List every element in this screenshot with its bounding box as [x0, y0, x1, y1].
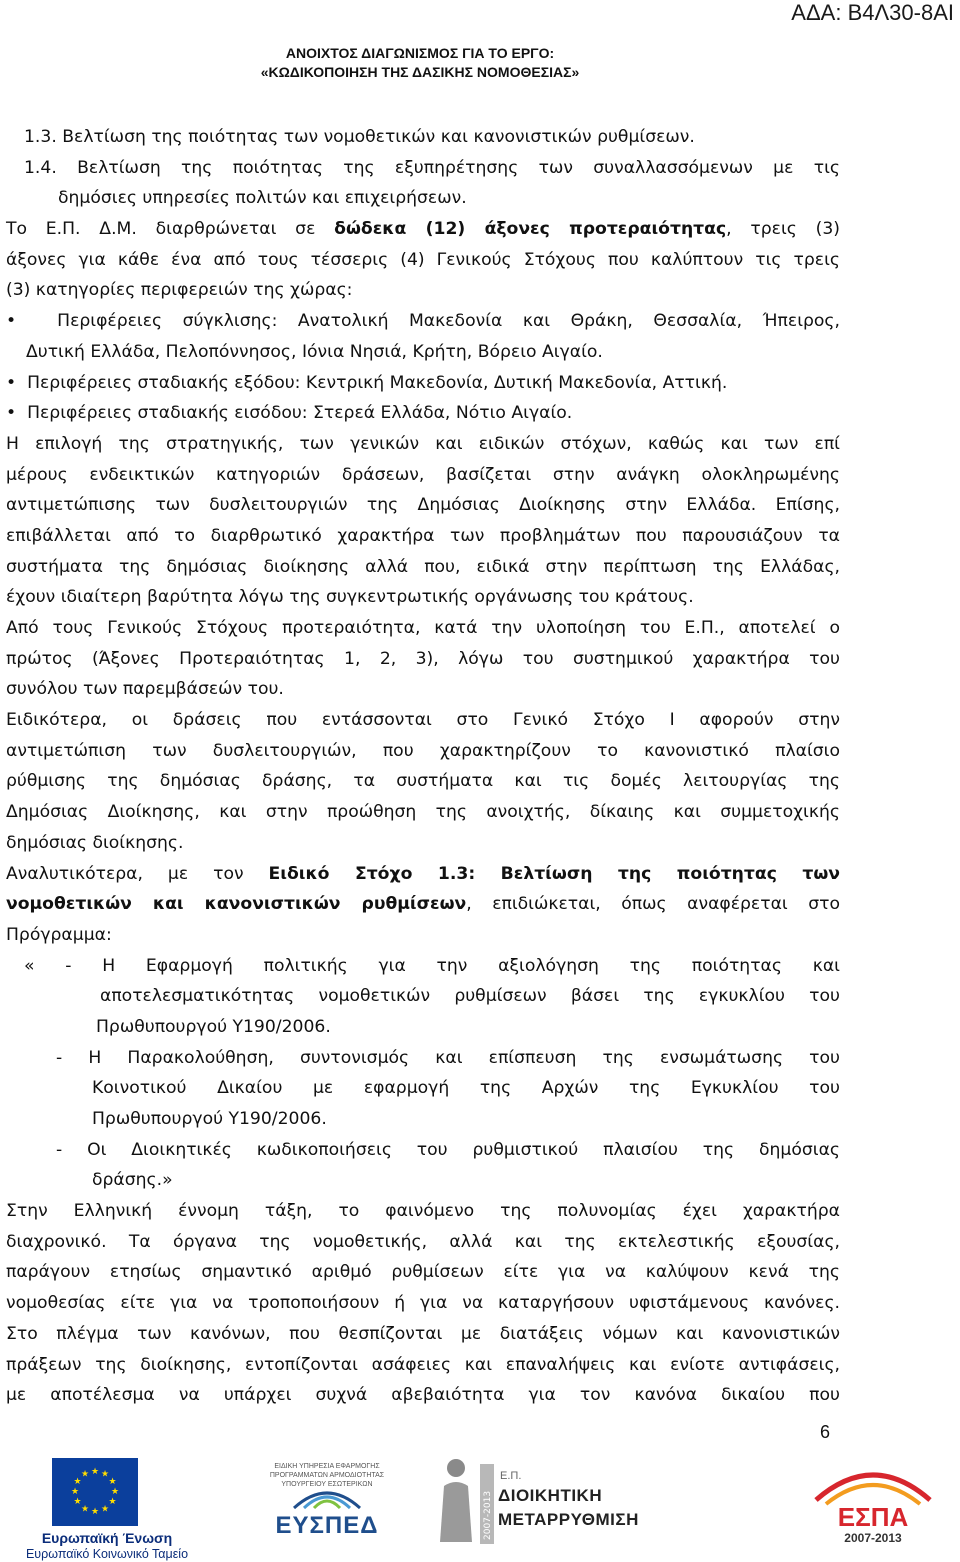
text-line: Ειδικότερα, οι δράσεις που εντάσσονται στο Γενικό Στόχο Ι αφορούν στην: [6, 710, 840, 731]
text-line: δράσης.»: [92, 1170, 173, 1191]
text-line: - Η Παρακολούθηση, συντονισμός και επίσπευση της ενσωμάτωσης του: [56, 1047, 840, 1068]
page-number: 6: [820, 1422, 831, 1442]
text-line: Η επιλογή της στρατηγικής, των γενικών και ειδικών στόχων, καθώς και των επί: [6, 433, 840, 454]
svg-text:★: ★: [80, 1469, 90, 1480]
ysped-logo: ΕΙΔΙΚΗ ΥΠΗΡΕΣΙΑ ΕΦΑΡΜΟΓΗΣ ΠΡΟΓΡΑΜΜΑΤΩΝ ΑΡΜΟΔΙΟΤΗΤΑΣ ΥΠΟΥΡΓΕΙΟΥ ΕΣΩΤΕΡΙΚΩΝ ΕΥΣΠΕΔ: [269, 1463, 385, 1539]
bullet-item: • Περιφέρειες σταδιακής εξόδου: Κεντρική Μακεδονία, Δυτική Μακεδονία, Αττική.: [6, 372, 728, 393]
text-line: αποτελεσματικότητας νομοθετικών ρυθμίσεων βάσει της εγκυκλίου του: [100, 986, 840, 1007]
text-line: νομοθεσίας είτε για να τροποποιήσουν ή για να καταργήσουν υφιστάμενους κανόνες.: [6, 1293, 840, 1314]
bullet-icon: •: [6, 403, 28, 424]
espa-years-text: 2007-2013: [844, 1531, 902, 1545]
espa-logo-text: ΕΣΠΑ: [837, 1502, 909, 1532]
text-line: Από τους Γενικούς Στόχους προτεραιότητα, κατά την υλοποίηση του Ε.Π., αποτελεί ο: [6, 618, 840, 638]
text-line: συστήματα της δημόσιας διοίκησης αλλά που, ειδικά στην περίπτωση της Ελλάδας,: [6, 556, 840, 577]
text-line: αντιμετώπιση των δυσλειτουργιών, που χαρακτηρίζουν το κανονιστικό πλαίσιο: [6, 740, 840, 761]
header-line-1: ΑΝΟΙΧΤΟΣ ΔΙΑΓΩΝΙΣΜΟΣ ΓΙΑ ΤΟ ΕΡΓΟ:: [285, 45, 555, 61]
text-line: μέρους ενδεικτικών κατηγοριών δράσεων, βασίζεται στην ανάγκη ολοκληρωμένης: [6, 464, 840, 485]
svg-text:★: ★: [73, 1477, 82, 1487]
document-body: [6, 122, 840, 1411]
ysped-emblem-icon: [292, 1482, 362, 1512]
eu-caption-line-2: Ευρωπαϊκό Κοινωνικό Ταμείο: [25, 1547, 189, 1561]
svg-text:★: ★: [80, 1504, 90, 1515]
eu-caption-line-1: Ευρωπαϊκή Ένωση: [41, 1530, 173, 1546]
text-line: Κοινοτικού Δικαίου με εφαρμογή της Αρχών της Εγκυκλίου του: [92, 1078, 840, 1099]
text-line: αντιμετώπισης των δυσλειτουργιών της Δημόσιας Διοίκησης στην Ελλάδα. Επίσης,: [6, 495, 840, 516]
text-line: παράγουν ετησίως σημαντικό αριθμό ρυθμίσεων είτε για να καλύψουν κενά της: [6, 1262, 840, 1283]
svg-text:2007-2013: 2007-2013: [483, 1490, 493, 1540]
bullet-item: • Περιφέρειες σύγκλισης: Ανατολική Μακεδονία και Θράκη, Θεσσαλία, Ήπειρος,: [6, 311, 840, 332]
svg-text:★: ★: [90, 1507, 100, 1517]
text-line: νομοθετικών και κανονιστικών ρυθμίσεων, επιδιώκεται, όπως αναφέρεται στο: [6, 894, 840, 915]
text-line: έχουν ιδιαίτερη βαρύτητα λόγω της συγκεντρωτικής οργάνωσης του κράτους.: [6, 587, 694, 608]
ada-code: ΑΔΑ: Β4Λ30-8ΑΙ: [791, 0, 954, 25]
text-line: δημόσιας διοίκησης.: [6, 832, 184, 853]
text-line: με αποτέλεσμα να υπάρχει συχνά αβεβαιότητα για τον κανόνα δικαίου που: [6, 1385, 840, 1406]
text-line: συνόλου των παρεμβάσεών του.: [6, 679, 284, 700]
text-line: άξονες για κάθε ένα από τους τέσσερις (4) Γενικούς Στόχους που καλύπτουν τις τρεις: [6, 249, 840, 270]
text-line: επιβάλλεται από το διαρθρωτικό χαρακτήρα των προβλημάτων που παρουσιάζουν τα: [6, 525, 840, 546]
text-line: 1.3. Βελτίωση της ποιότητας των νομοθετικών και κανονιστικών ρυθμίσεων.: [24, 127, 695, 147]
text-line: Αναλυτικότερα, με τον Ειδικό Στόχο 1.3: Βελτίωση της ποιότητας των: [6, 863, 840, 884]
footer-logos: [0, 1452, 960, 1561]
text-line: Πρωθυπουργού Υ190/2006.: [96, 1016, 331, 1037]
eu-caption: [22, 1530, 192, 1562]
espa-emblem-icon: [808, 1460, 938, 1546]
svg-text:★: ★: [100, 1504, 110, 1515]
header-line-2: «ΚΩΔΙΚΟΠΟΙΗΣΗ ΤΗΣ ΔΑΣΙΚΗΣ ΝΟΜΟΘΕΣΙΑΣ»: [260, 64, 580, 80]
text-line: « - Η Εφαρμογή πολιτικής για την αξιολόγηση της ποιότητας και: [24, 955, 840, 976]
bullet-item: • Περιφέρειες σταδιακής εισόδου: Στερεά Ελλάδα, Νότιο Αιγαίο.: [6, 403, 573, 424]
text-line: Πρωθυπουργού Υ190/2006.: [92, 1109, 327, 1129]
bullet-icon: •: [6, 311, 58, 332]
year-badge-icon: [480, 1464, 494, 1544]
text-line: - Οι Διοικητικές κωδικοποιήσεις του ρυθμιστικού πλαισίου της δημόσιας: [56, 1139, 840, 1160]
svg-text:★: ★: [108, 1477, 117, 1487]
text-line: Πρόγραμμα:: [6, 924, 112, 945]
text-line: (3) κατηγορίες περιφερειών της χώρας:: [6, 280, 353, 301]
document-header: [0, 44, 840, 82]
svg-text:★: ★: [70, 1487, 80, 1497]
text-line: 1.4. Βελτίωση της ποιότητας της εξυπηρέτησης των συναλλασσόμενων με τις: [24, 157, 840, 178]
text-line: Δημόσιας Διοίκησης, και στην προώθηση της ανοιχτής, δίκαιης και συμμετοχικής: [6, 802, 840, 823]
bullet-icon: •: [6, 372, 28, 393]
text-line: δημόσιες υπηρεσίες πολιτών και επιχειρήσεων.: [58, 188, 467, 209]
svg-text:★: ★: [100, 1469, 110, 1480]
text-line: Το Ε.Π. Δ.Μ. διαρθρώνεται σε δώδεκα (12) άξονες προτεραιότητας, τρεις (3): [6, 219, 841, 240]
text-line: Στο πλέγμα των κανόνων, που θεσπίζονται με διατάξεις νόμων και κανονιστικών: [6, 1323, 840, 1344]
diikitiki-metarrythmisi-logo: 2007-2013 Ε.Π. ΔΙΟΙΚΗΤΙΚΗ ΜΕΤΑΡΡΥΘΜΙΣΗ: [420, 1452, 740, 1550]
svg-text:★: ★: [110, 1487, 120, 1497]
person-silhouette-icon: [434, 1456, 478, 1542]
svg-text:★: ★: [90, 1467, 100, 1477]
espa-logo: [808, 1460, 938, 1546]
eu-flag-icon: [52, 1458, 138, 1526]
text-line: Δυτική Ελλάδα, Πελοπόννησος, Ιόνια Νησιά, Κρήτη, Βόρειο Αιγαίο.: [26, 341, 603, 362]
text-line: ρύθμισης της δημόσιας δράσης, τα συστήματα και τις δομές λειτουργίας της: [6, 771, 840, 792]
svg-text:★: ★: [73, 1497, 82, 1507]
text-line: πράξεων της διοίκησης, εντοπίζονται ασάφειες και επαναλήψεις και ενίοτε αντιφάσεις,: [6, 1354, 840, 1375]
text-line: πρώτος (Άξονες Προτεραιότητας 1, 2, 3), λόγω του συστημικού χαρακτήρα του: [6, 648, 840, 669]
text-line: διαχρονικό. Τα όργανα της νομοθετικής, αλλά και της εκτελεστικής εξουσίας,: [6, 1231, 840, 1252]
text-line: Στην Ελληνική έννομη τάξη, το φαινόμενο της πολυνομίας έχει χαρακτήρα: [6, 1201, 840, 1222]
svg-text:★: ★: [108, 1497, 117, 1507]
